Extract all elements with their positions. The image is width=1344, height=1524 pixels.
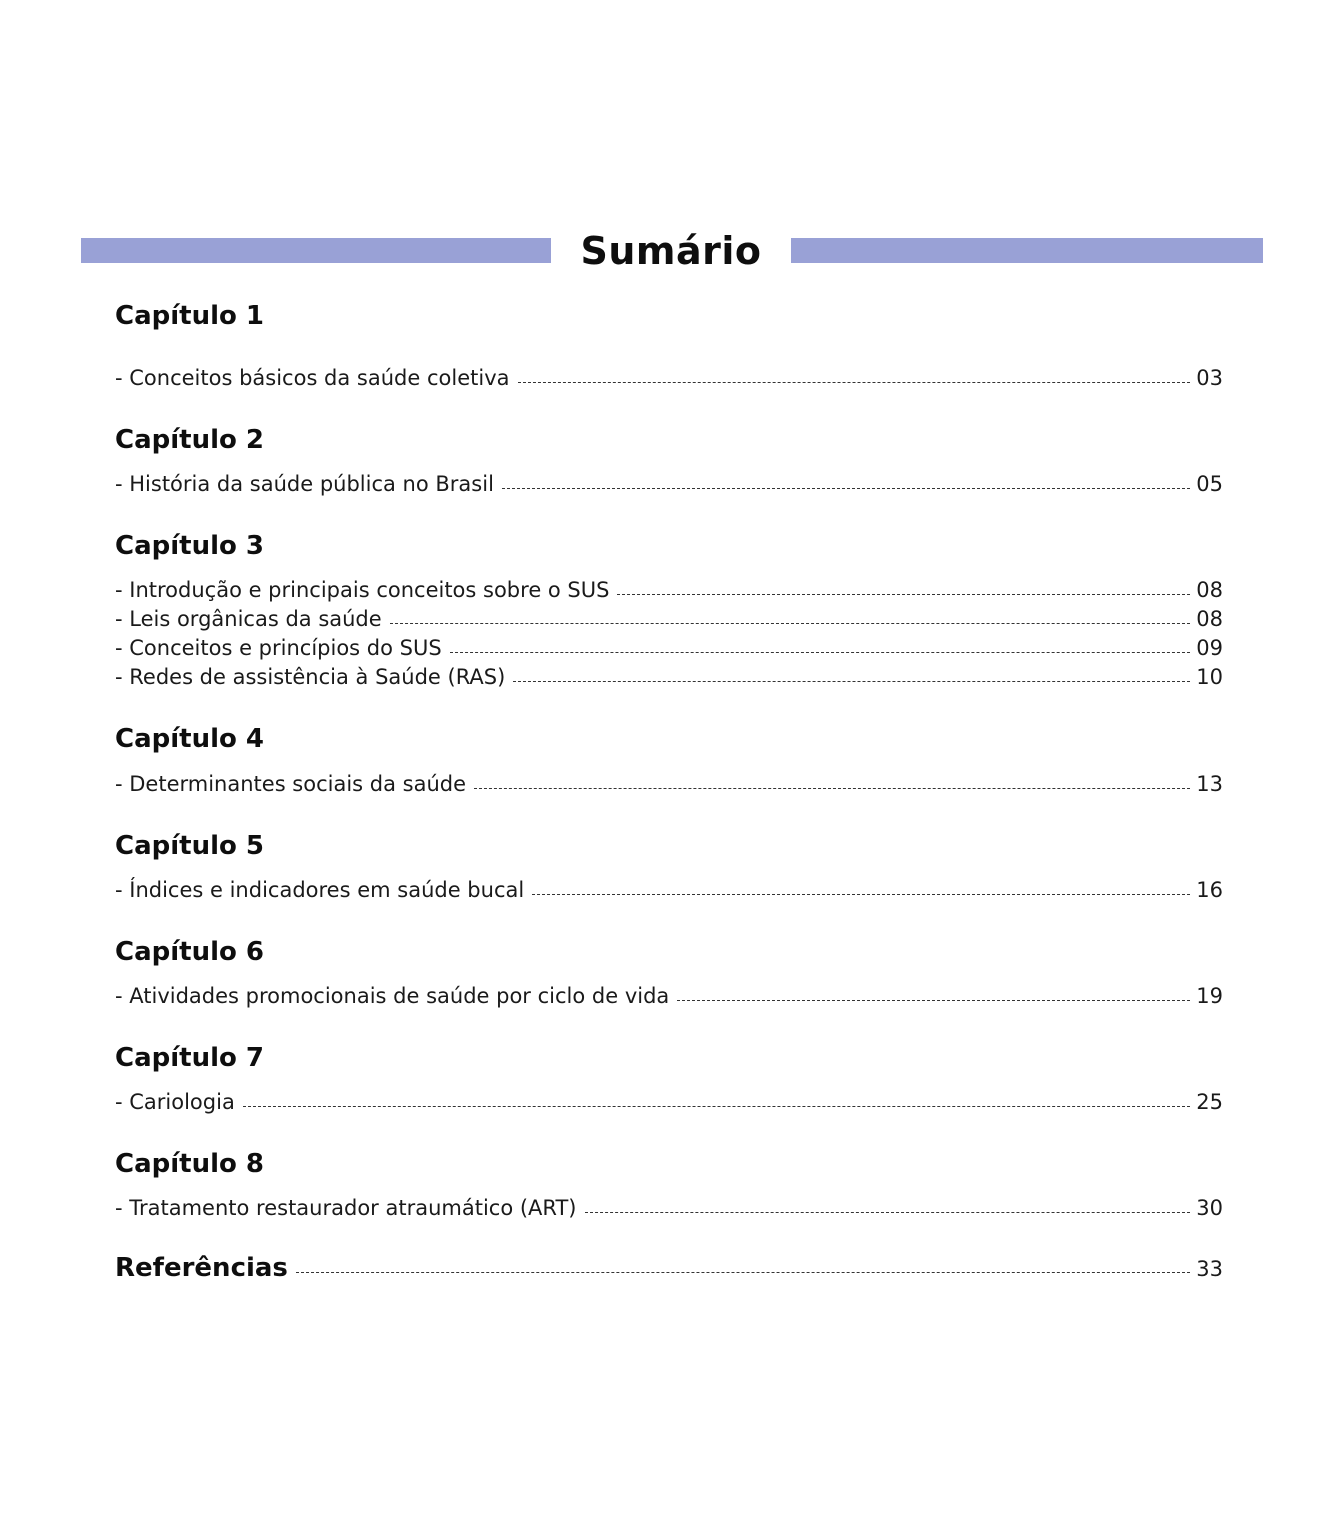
toc-entry-label: - Cariologia <box>115 1090 235 1114</box>
toc-entry-page: 10 <box>1196 665 1223 689</box>
toc-entry-label: - Introdução e principais conceitos sobre o SUS <box>115 578 610 602</box>
toc-entry-label: - Tratamento restaurador atraumático (ART) <box>115 1196 577 1220</box>
chapter-heading: Capítulo 5 <box>115 831 265 861</box>
toc-entry[interactable] <box>115 634 1223 663</box>
toc-entry-label: - Determinantes sociais da saúde <box>115 772 467 796</box>
toc-entry-page: 03 <box>1196 366 1223 390</box>
toc-entry[interactable] <box>115 576 1223 605</box>
chapter-heading: Capítulo 7 <box>115 1043 265 1073</box>
toc-entry-page: 19 <box>1196 984 1223 1008</box>
dot-leader <box>532 893 1190 895</box>
toc-entry[interactable] <box>115 663 1223 692</box>
references-label: Referências <box>115 1253 288 1283</box>
toc-entry-label: - História da saúde pública no Brasil <box>115 472 494 496</box>
dot-leader <box>677 999 1190 1001</box>
toc-entry-page: 08 <box>1196 578 1223 602</box>
toc-entry[interactable] <box>115 982 1223 1011</box>
dot-leader <box>390 622 1191 624</box>
toc-entry-page: 05 <box>1196 472 1223 496</box>
chapter-heading: Capítulo 2 <box>115 425 265 455</box>
title-row <box>81 228 1263 278</box>
toc-entry[interactable] <box>115 605 1223 634</box>
toc-entry-page: 16 <box>1196 878 1223 902</box>
dot-leader <box>243 1105 1190 1107</box>
toc-entry-page: 13 <box>1196 772 1223 796</box>
dot-leader <box>585 1211 1191 1213</box>
chapter-heading: Capítulo 3 <box>115 531 265 561</box>
toc-entry[interactable] <box>115 876 1223 905</box>
toc-entry[interactable] <box>115 1194 1223 1223</box>
toc-entry-page: 25 <box>1196 1090 1223 1114</box>
toc-entry[interactable] <box>115 770 1223 799</box>
dot-leader <box>296 1271 1190 1273</box>
chapter-heading: Capítulo 4 <box>115 724 265 754</box>
toc-entry-label: - Índices e indicadores em saúde bucal <box>115 878 525 902</box>
dot-leader <box>502 487 1190 489</box>
dot-leader <box>513 680 1190 682</box>
dot-leader <box>474 787 1190 789</box>
toc-entry[interactable] <box>115 1088 1223 1117</box>
toc-entry-page: 08 <box>1196 607 1223 631</box>
toc-entry[interactable] <box>115 364 1223 393</box>
toc-entry-page: 30 <box>1196 1196 1223 1220</box>
toc-entry-label: - Conceitos básicos da saúde coletiva <box>115 366 510 390</box>
chapter-heading: Capítulo 6 <box>115 937 265 967</box>
page-title: Sumário <box>580 229 762 273</box>
dot-leader <box>518 381 1191 383</box>
toc-entry-label: - Conceitos e princípios do SUS <box>115 636 442 660</box>
chapter-heading: Capítulo 8 <box>115 1149 265 1179</box>
title-bar-right <box>791 238 1263 263</box>
toc-entry[interactable] <box>115 470 1223 499</box>
title-bar-left <box>81 238 551 263</box>
toc-entry-label: - Redes de assistência à Saúde (RAS) <box>115 665 506 689</box>
references-page: 33 <box>1196 1257 1223 1281</box>
references-entry[interactable] <box>115 1254 1223 1283</box>
chapter-heading: Capítulo 1 <box>115 301 265 331</box>
toc-entry-label: - Atividades promocionais de saúde por ciclo de vida <box>115 984 670 1008</box>
toc-entry-page: 09 <box>1196 636 1223 660</box>
toc-entry-label: - Leis orgânicas da saúde <box>115 607 382 631</box>
dot-leader <box>450 651 1191 653</box>
dot-leader <box>617 593 1190 595</box>
